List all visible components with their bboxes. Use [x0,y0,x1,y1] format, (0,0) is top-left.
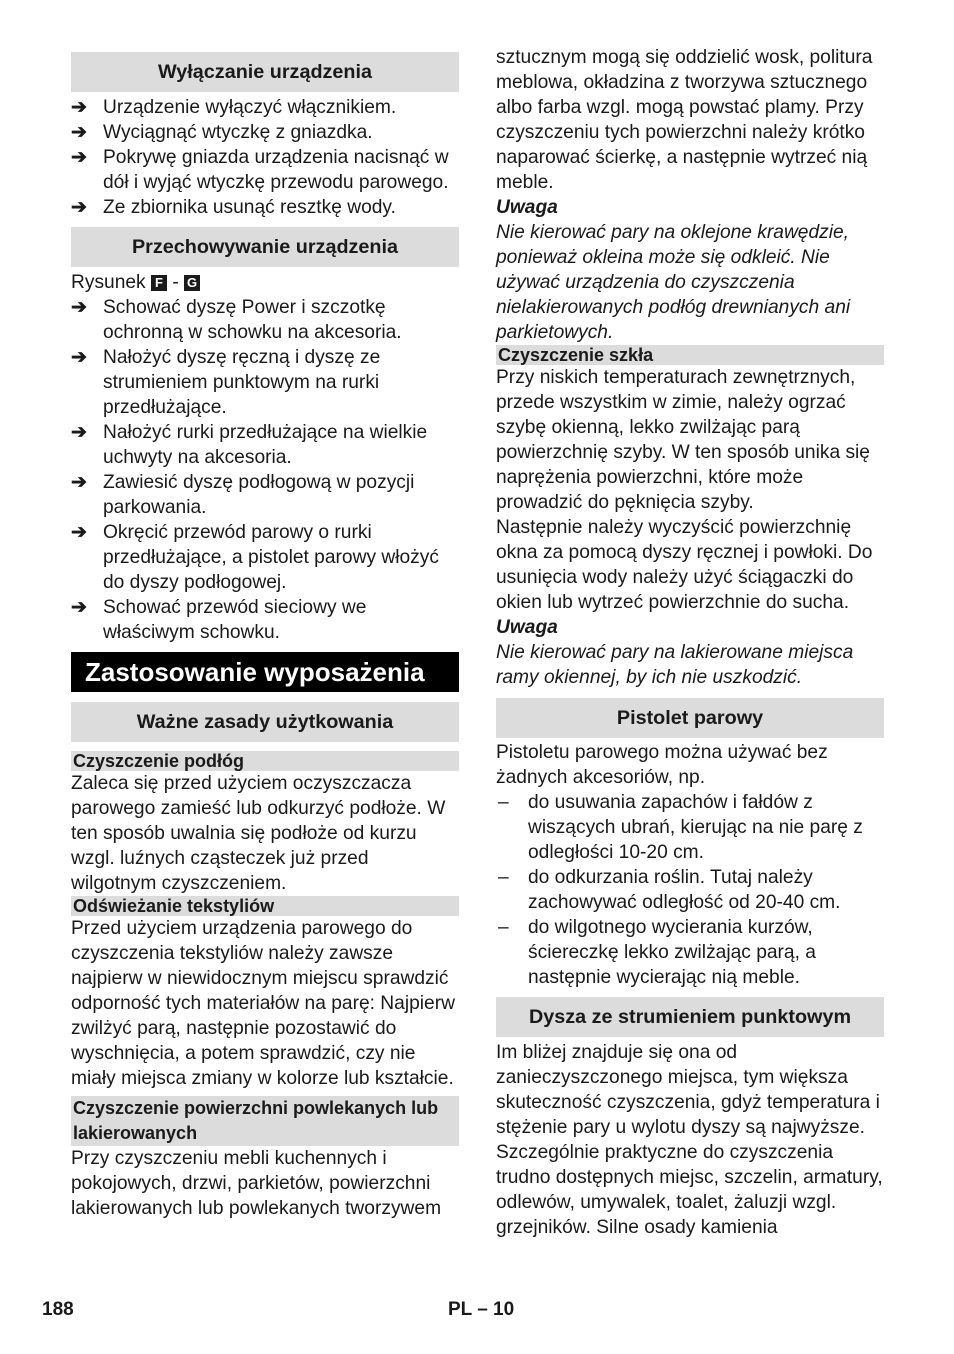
figure-label-f: F [151,275,167,291]
section-title: Zastosowanie wyposażenia [71,652,459,692]
subheading-glass: Czyszczenie szkła [496,345,884,365]
list-item: – do odkurzania roślin. Tutaj należy zachowywać odległość od 20-40 cm. [498,867,841,913]
storage-steps [71,295,459,645]
dash-icon: – [498,917,509,938]
arrow-right-icon: ➔ [71,597,88,618]
arrow-right-icon: ➔ [71,147,88,168]
page-label: PL – 10 [448,1299,515,1320]
list-item: ➔ Okręcić przewód parowy o rurki przedłużające, a pistolet parowy włożyć do dyszy podłogowej. [71,522,439,593]
list-item: – do usuwania zapachów i fałdów z wiszących ubrań, kierując na nie parę z odległości 10-20 cm. [498,792,863,863]
figure-reference: Rysunek F - G [71,270,459,295]
list-item: ➔ Schować dyszę Power i szczotkę ochronną w schowku na akcesoria. [71,297,402,343]
subheading-coated: Czyszczenie powierzchni powlekanych lub lakierowanych [71,1096,459,1146]
dash-icon: – [498,867,509,888]
arrow-right-icon: ➔ [71,297,88,318]
list-item: ➔ Pokrywę gniazda urządzenia nacisnąć w dół i wyjąć wtyczkę przewodu parowego. [71,147,449,193]
list-item: ➔ Nałożyć rurki przedłużające na wielkie uchwyty na akcesoria. [71,422,428,468]
textiles-text: Przed użyciem urządzenia parowego do czyszczenia tekstyliów należy zawsze najpierw w niewidocznym miejscu sprawdzić odporność tych materiałów na parę: Najpierw zwilżyć parą, następnie pozostawić do wyschnięcia, a potem sprawdzić, czy nie miały miejsca zmiany w kolorze lub kształcie. [71,918,455,1089]
list-item: ➔ Schować przewód sieciowy we właściwym schowku. [71,597,367,643]
note-text: Nie kierować pary na lakierowane miejsca ramy okiennej, by ich nie uszkodzić. [496,642,854,688]
note-label: Uwaga [496,617,558,638]
switch-off-steps [71,95,459,220]
arrow-right-icon: ➔ [71,347,88,368]
heading-point-nozzle: Dysza ze strumieniem punktowym [496,997,884,1037]
coated-text-continued: sztucznym mogą się oddzielić wosk, politura meblowa, okładzina z tworzywa sztucznego albo farba wzgl. mogą powstać plamy. Przy czyszczeniu tych powierzchni należy krótko naparować ścierkę, a następnie wytrzeć nią meble. [496,47,873,193]
list-item: ➔ Zawiesić dyszę podłogową w pozycji parkowania. [71,472,415,518]
heading-steam-gun: Pistolet parowy [496,698,884,738]
subheading-floors: Czyszczenie podłóg [71,751,459,771]
point-nozzle-text: Im bliżej znajduje się ona od zanieczyszczonego miejsca, tym większa skuteczność czyszczenia, gdyż temperatura i stężenie pary u wylotu dyszy są najwyższe. Szczególnie praktyczne do czyszczenia trudno dostępnych miejsc, szczelin, armatury, odlewów, umywalek, toalet, żaluzji wzgl. grzejników. Silne osady kamienia [496,1042,883,1238]
dash-icon: – [498,792,509,813]
arrow-right-icon: ➔ [71,472,88,493]
list-item: ➔ Urządzenie wyłączyć włącznikiem. [71,97,397,118]
left-column [71,45,459,1221]
note-label: Uwaga [496,197,558,218]
page-number: 188 [42,1299,74,1320]
heading-rules: Ważne zasady użytkowania [71,702,459,742]
steam-gun-uses [496,790,884,990]
subheading-textiles: Odświeżanie tekstyliów [71,896,459,916]
floors-text: Zaleca się przed użyciem oczyszczacza parowego zamieść lub odkurzyć podłoże. W ten sposób uwalnia się podłoże od kurzu wzgl. luźnych cząsteczek już przed wilgotnym czyszczeniem. [71,773,446,894]
arrow-right-icon: ➔ [71,422,88,443]
figure-label-g: G [184,275,200,291]
arrow-right-icon: ➔ [71,97,88,118]
steam-gun-intro: Pistoletu parowego można używać bez żadnych akcesoriów, np. [496,742,828,788]
list-item: ➔ Ze zbiornika usunąć resztkę wody. [71,197,396,218]
arrow-right-icon: ➔ [71,522,88,543]
list-item: ➔ Nałożyć dyszę ręczną i dyszę ze strumieniem punktowym na rurki przedłużające. [71,347,381,418]
glass-text-1: Przy niskich temperaturach zewnętrznych, przede wszystkim w zimie, należy ogrzać szybę okienną, lekko zwilżając parą powierzchnię szyby. W ten sposób unika się naprężenia powierzchni, które może prowadzić do pęknięcia szyby. [496,367,870,513]
arrow-right-icon: ➔ [71,122,88,143]
right-column [496,45,884,1240]
arrow-right-icon: ➔ [71,197,88,218]
note-text: Nie kierować pary na oklejone krawędzie, ponieważ okleina może się odkleić. Nie używać urządzenia do czyszczenia nielakierowanych podłóg drewnianych ani parkietowych. [496,222,851,343]
heading-storage: Przechowywanie urządzenia [71,227,459,267]
list-item: ➔ Wyciągnąć wtyczkę z gniazdka. [71,122,373,143]
list-item: – do wilgotnego wycierania kurzów, ściereczkę lekko zwilżając parą, a następnie wycierając nią meble. [498,917,816,988]
heading-switch-off: Wyłączanie urządzenia [71,52,459,92]
glass-text-2: Następnie należy wyczyścić powierzchnię okna za pomocą dyszy ręcznej i powłoki. Do usunięcia wody należy użyć ściągaczki do okien lub wytrzeć powierzchnie do sucha. [496,517,873,613]
coated-text: Przy czyszczeniu mebli kuchennych i pokojowych, drzwi, parkietów, powierzchni lakierowanych lub powlekanych tworzywem [71,1148,442,1219]
